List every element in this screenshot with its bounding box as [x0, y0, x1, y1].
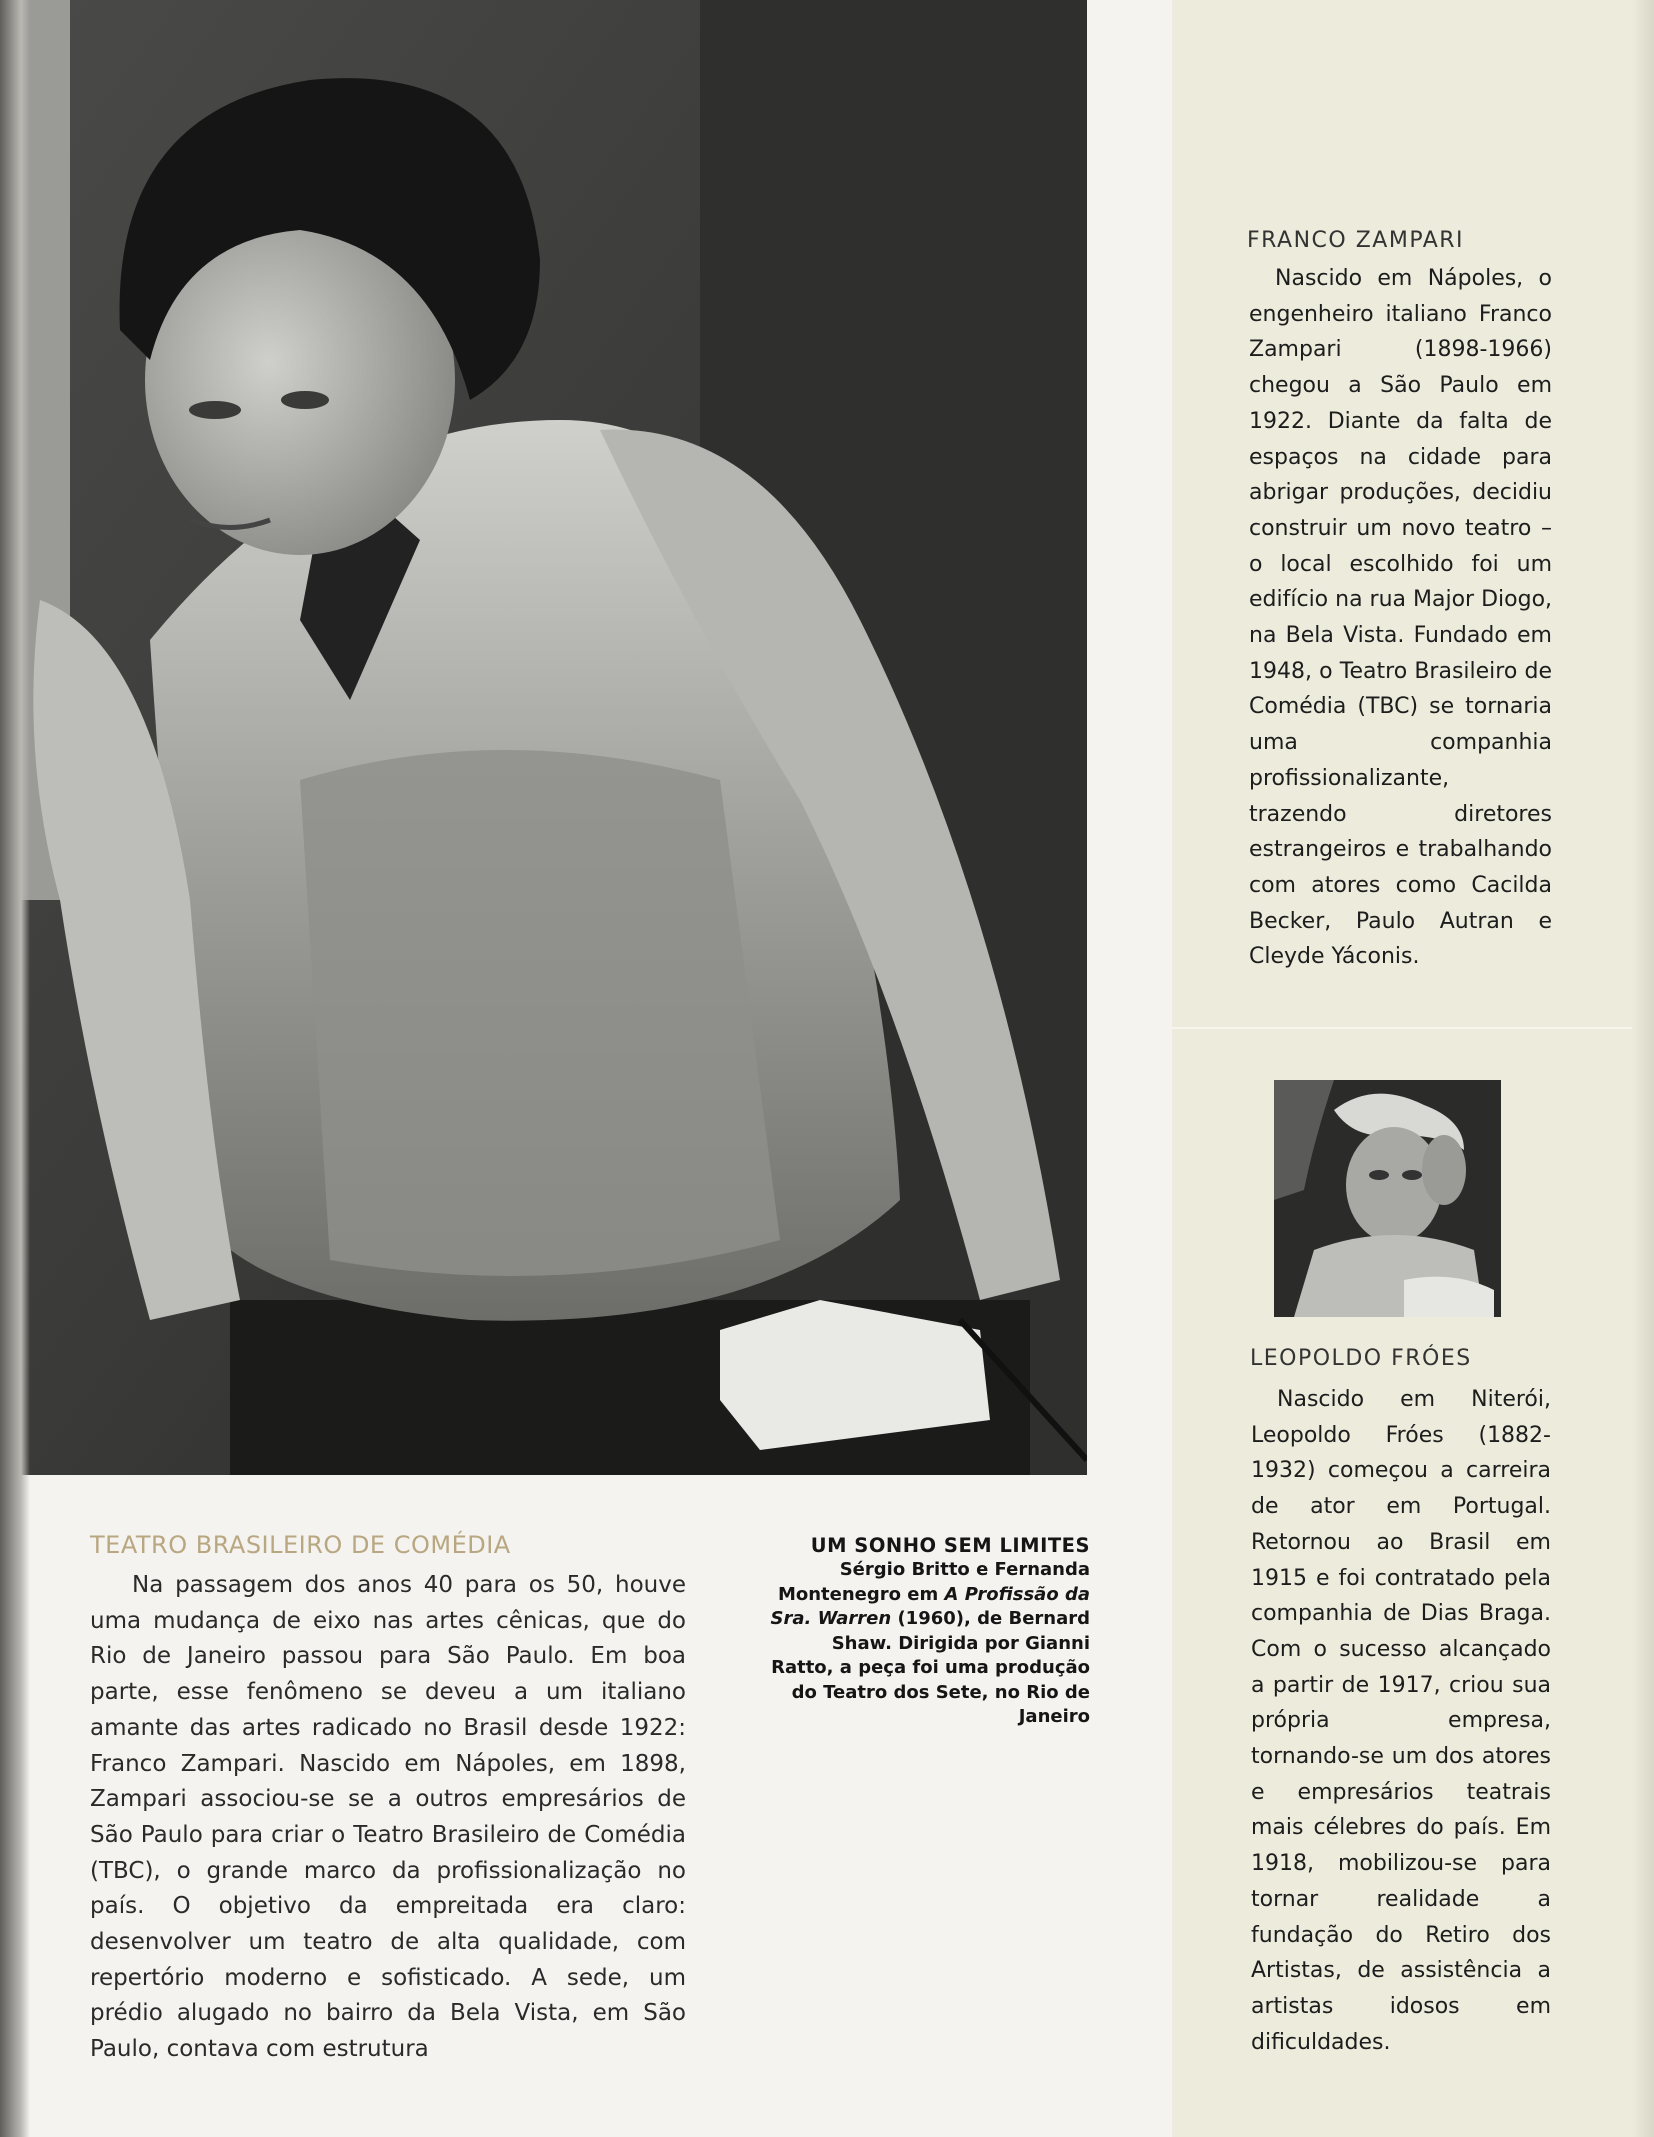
- sidebar-divider: [1172, 1027, 1632, 1029]
- bio-name-zampari: FRANCO ZAMPARI: [1247, 228, 1465, 253]
- caption-play-title: A Profissão da Sra. Warren: [770, 1583, 1090, 1629]
- article-title: TEATRO BRASILEIRO DE COMÉDIA: [90, 1531, 511, 1559]
- binding-shadow: [0, 0, 30, 2137]
- bio-text-froes: Nascido em Niterói, Leopoldo Fróes (1882-1932) começou a carreira de ator em Portugal. Retornou ao Brasil em 1915 e foi contratado pela companhia de Dias Braga. Com o sucesso alcançado a partir de 1917, criou sua própria empresa, tornando-se um dos atores e empresários teatrais mais célebres do país. Em 1918, mobilizou-se para tornar realidade a fundação do Retiro dos Artistas, de assistência a artistas idosos em dificuldades.: [1251, 1387, 1551, 2055]
- article-body: Na passagem dos anos 40 para os 50, houve uma mudança de eixo nas artes cênicas, que do Rio de Janeiro passou para São Paulo. Em boa parte, esse fenômeno se deveu a um italiano amante das artes radicado no Brasil desde 1922: Franco Zampari. Nascido em Nápoles, em 1898, Zampari associou-se se a outros empresários de São Paulo para criar o Teatro Brasileiro de Comédia (TBC), o grande marco da profissionalização no país. O objetivo da empreitada era claro: desenvolver um teatro de alta qualidade, com repertório moderno e sofisticado. A sede, um prédio alugado no bairro da Bela Vista, em São Paulo, contava com estrutura: [90, 1572, 686, 2063]
- bio-text-zampari: Nascido em Nápoles, o engenheiro italiano Franco Zampari (1898-1966) chegou a São Paulo em 1922. Diante da falta de espaços na cidade para abrigar produções, decidiu construir um novo teatro – o local escolhido foi um edifício na rua Major Diogo, na Bela Vista. Fundado em 1948, o Teatro Brasileiro de Comédia (TBC) se tornaria uma companhia profissionalizante, trazendo diretores estrangeiros e trabalhando com atores como Cacilda Becker, Paulo Autran e Cleyde Yáconis.: [1249, 266, 1553, 970]
- photo-caption: [770, 1533, 1090, 1730]
- portrait-leopoldo-froes: [1274, 1080, 1501, 1317]
- main-photo: [0, 0, 1087, 1475]
- page-edge-shadow: [1632, 0, 1654, 2137]
- bio-name-froes: LEOPOLDO FRÓES: [1250, 1346, 1472, 1371]
- caption-text-after: (1960), de Bernard Shaw. Dirigida por Gianni Ratto, a peça foi uma produção do Teatro dos Sete, no Rio de Janeiro: [771, 1608, 1090, 1727]
- caption-title: UM SONHO SEM LIMITES: [810, 1534, 1090, 1557]
- caption-text: [770, 1558, 1090, 1730]
- caption-text-before: Sérgio Britto e Fernanda Montenegro em: [777, 1559, 1090, 1605]
